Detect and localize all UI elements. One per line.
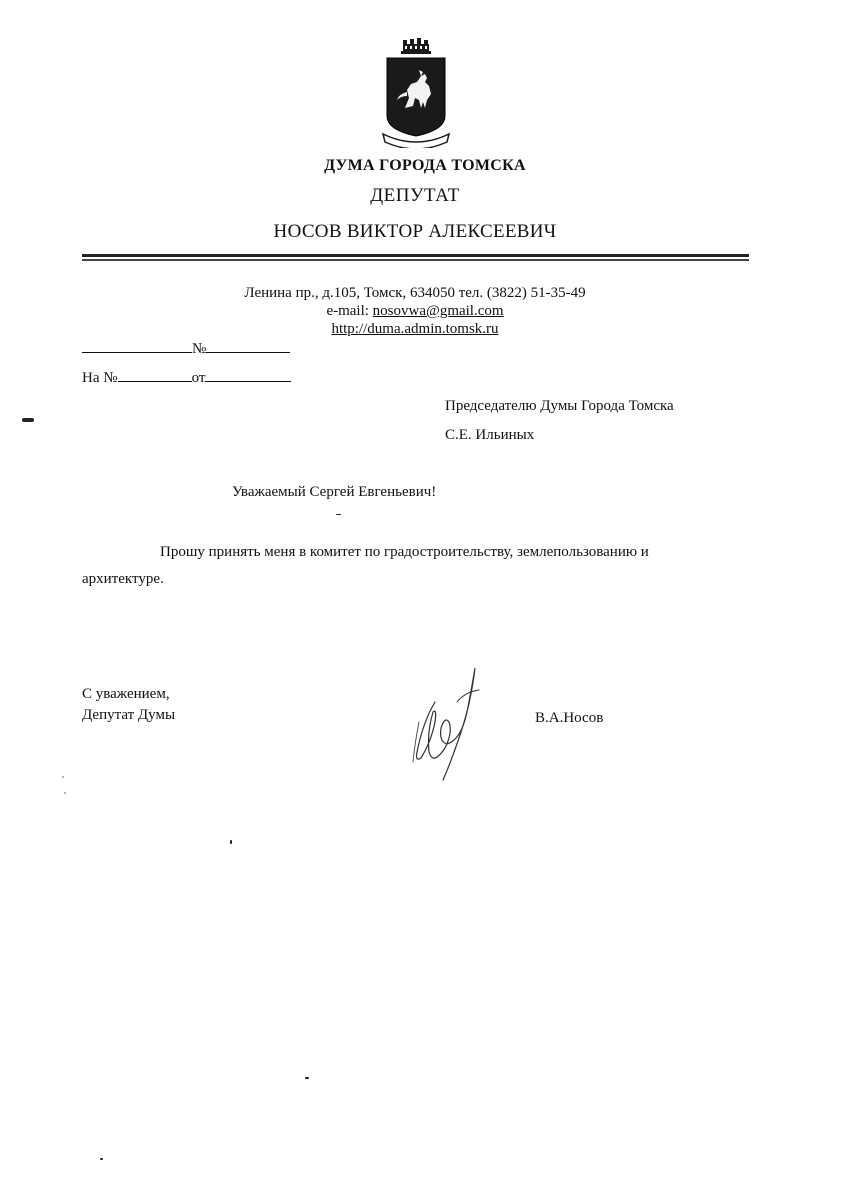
addressee-title: Председателю Думы Города Томска xyxy=(445,398,674,414)
scan-speck xyxy=(336,514,341,515)
contact-email-line xyxy=(200,302,630,320)
scan-speck xyxy=(62,776,64,778)
handwritten-signature xyxy=(405,662,495,787)
email-label: e-mail: xyxy=(326,303,373,319)
outgoing-date-blank xyxy=(82,338,192,353)
scan-speck xyxy=(64,792,66,794)
signer-name: В.А.Носов xyxy=(535,710,604,726)
closing-position: Депутат Думы xyxy=(82,707,176,723)
header-divider xyxy=(82,254,749,264)
scan-speck xyxy=(100,1158,103,1160)
body-text-line-2: архитектуре. xyxy=(82,571,164,587)
reply-date-blank xyxy=(205,367,291,382)
scan-speck xyxy=(305,1077,309,1079)
reply-to-label: На № xyxy=(82,370,118,386)
contact-address: Ленина пр., д.105, Томск, 634050 тел. (3822) 51-35-49 xyxy=(244,285,586,301)
email-link[interactable]: nosovwa@gmail.com xyxy=(372,303,504,319)
deputy-name: НОСОВ ВИКТОР АЛЕКСЕЕВИЧ xyxy=(273,221,557,242)
tomsk-coat-of-arms-logo xyxy=(381,38,451,148)
scan-speck xyxy=(22,418,34,422)
outgoing-number-line xyxy=(82,338,290,358)
body-text-line-1: Прошу принять меня в комитет по градостроительству, землепользованию и xyxy=(160,544,649,560)
reply-to-line xyxy=(82,367,291,387)
scan-speck xyxy=(230,840,232,844)
website-link[interactable]: http://duma.admin.tomsk.ru xyxy=(331,321,499,337)
reply-number-blank xyxy=(118,367,192,382)
outgoing-number-blank xyxy=(206,338,290,353)
organization-title: ДУМА ГОРОДА ТОМСКА xyxy=(324,157,526,174)
from-label: от xyxy=(191,370,206,386)
contact-website xyxy=(200,320,630,338)
number-sign: № xyxy=(192,341,207,357)
addressee-name: С.Е. Ильиных xyxy=(445,427,535,443)
salutation: Уважаемый Сергей Евгеньевич! xyxy=(232,484,437,500)
closing xyxy=(82,684,175,726)
role-title: ДЕПУТАТ xyxy=(370,185,460,206)
closing-regards: С уважением, xyxy=(82,686,170,702)
